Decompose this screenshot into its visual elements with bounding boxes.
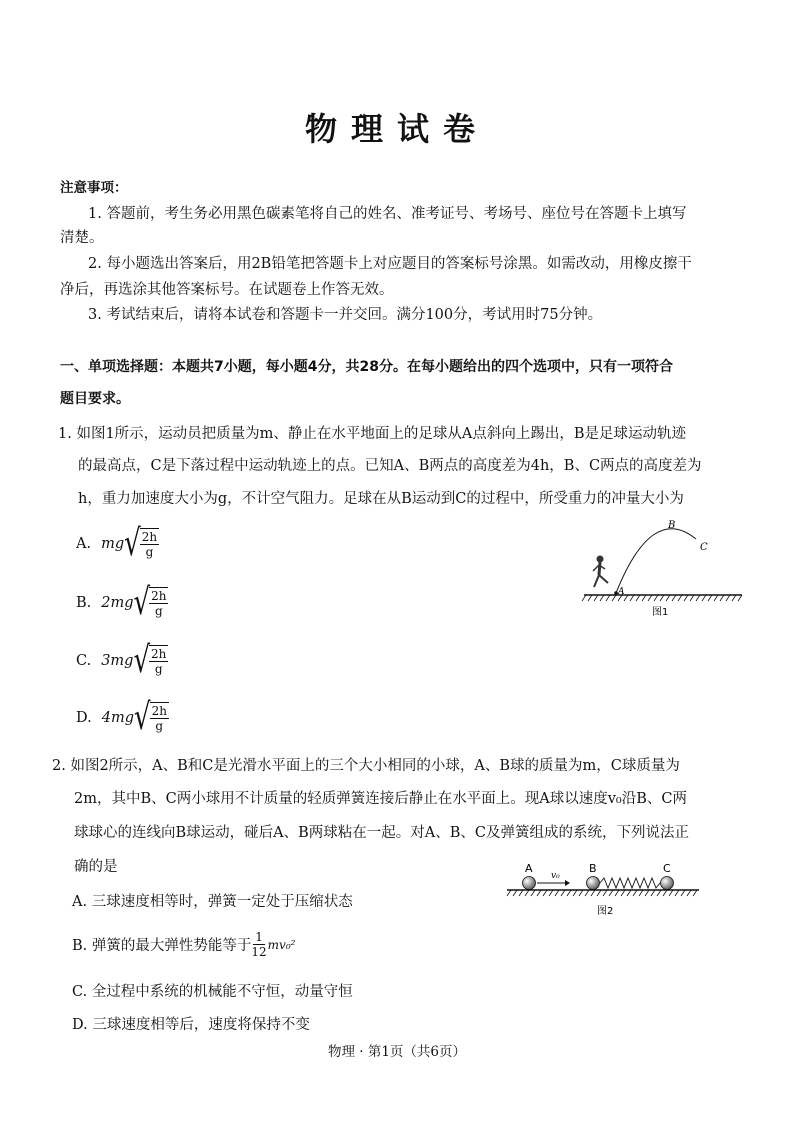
notice-item-1: 1. 答题前，考生务必用黑色碳素笔将自己的姓名、准考证号、考场号、座位号在答题卡上填写: [88, 206, 687, 222]
option-label: A.: [76, 535, 92, 552]
notice-item-2: 2. 每小题选出答案后，用2B铅笔把答题卡上对应题目的答案标号涂黑。如需改动，用橡皮擦干: [88, 256, 692, 272]
q2-option-c[interactable]: C. 全过程中系统的机械能不守恒，动量守恒: [72, 984, 353, 1000]
page-footer: 物理 · 第1页（共6页）: [327, 1044, 467, 1060]
notice-item-3: 3. 考试结束后，请将本试卷和答题卡一并交回。满分100分，考试用时75分钟。: [88, 307, 603, 323]
root-numerator: 2h: [141, 530, 158, 544]
q1-option-b[interactable]: [76, 581, 168, 624]
q1-option-c[interactable]: [76, 639, 168, 682]
option-text: B. 弹簧的最大弹性势能等于: [72, 938, 252, 954]
sqrt-expression: √ $\frac{2h}{g}$: [124, 522, 158, 565]
option-coef: mg: [101, 535, 125, 552]
figure-2: [503, 858, 703, 922]
option-coef: 3mg: [101, 652, 134, 669]
notice-item-2-cont: 净后，再选涂其他答案标号。在试题卷上作答无效。: [60, 282, 394, 298]
fraction-denominator: 12: [251, 945, 267, 959]
root-denominator: g: [155, 719, 164, 733]
fraction: [251, 930, 266, 959]
fig1-caption: 图1: [652, 607, 669, 618]
q2-text-line2: 2m，其中B、C两小球用不计质量的轻质弹簧连接后静止在水平面上。现A球以速度v₀沿B、C两: [74, 791, 687, 807]
q2-option-d[interactable]: D. 三球速度相等后，速度将保持不变: [72, 1017, 310, 1033]
q2-text-line4: 确的是: [74, 859, 118, 875]
sqrt-expression: √ $\frac{2h}{g}$: [133, 696, 167, 739]
option-label: B.: [76, 594, 92, 611]
fig2-label-a: A: [525, 862, 533, 875]
q2-text-line1: 2. 如图2所示，A、B和C是光滑水平面上的三个大小相同的小球，A、B球的质量为m，C球质量为: [52, 758, 680, 774]
q1-text-line3: h，重力加速度大小为g，不计空气阻力。足球在从B运动到C的过程中，所受重力的冲量大小为: [78, 491, 684, 507]
notice-heading: 注意事项：: [60, 180, 128, 196]
fig2-label-b: B: [589, 862, 597, 875]
fig1-label-a: A: [618, 587, 625, 597]
option-tail: mv₀²: [267, 937, 296, 952]
option-label: C.: [76, 652, 92, 669]
q2-option-a[interactable]: A. 三球速度相等时，弹簧一定处于压缩状态: [72, 894, 353, 910]
page-title: 物理试卷: [304, 110, 489, 148]
sqrt-expression: √ $\frac{2h}{g}$: [133, 639, 167, 682]
fig1-label-c: C: [700, 542, 708, 553]
root-denominator: g: [145, 545, 154, 559]
ball-c: [661, 877, 674, 890]
ball-b: [587, 877, 600, 890]
spring: [600, 878, 660, 888]
q1-option-a[interactable]: [76, 522, 159, 565]
fig1-label-b: B: [668, 520, 676, 531]
fig2-label-v0: v₀: [551, 871, 560, 881]
sqrt-expression: √ $\frac{2h}{g}$: [133, 581, 167, 624]
root-denominator: g: [154, 662, 163, 676]
ball-a: [523, 877, 536, 890]
root-numerator: 2h: [151, 589, 167, 603]
player-icon: [593, 556, 608, 587]
velocity-arrow-icon: [565, 880, 570, 886]
option-coef: 2mg: [101, 594, 134, 611]
q2-text-line3: 球球心的连线向B球运动，碰后A、B两球粘在一起。对A、B、C及弹簧组成的系统，下列说法正: [74, 825, 690, 841]
option-label: D.: [76, 709, 92, 726]
figure-1: [578, 515, 746, 625]
root-numerator: 2h: [151, 704, 167, 718]
fig2-label-c: C: [663, 862, 671, 875]
fraction-numerator: 1: [255, 930, 263, 944]
root-numerator: 2h: [151, 647, 167, 661]
section-heading-cont: 题目要求。: [60, 391, 130, 407]
root-denominator: g: [154, 604, 163, 618]
notice-item-1-cont: 清楚。: [60, 230, 104, 246]
fig2-caption: 图2: [597, 906, 614, 917]
option-coef: 4mg: [101, 709, 134, 726]
q1-text-line1: 1. 如图1所示，运动员把质量为m、静止在水平地面上的足球从A点斜向上踢出，B是足球运动轨迹: [58, 426, 687, 442]
q1-text-line2: 的最高点，C是下落过程中运动轨迹上的点。已知A、B两点的高度差为4h，B、C两点的高度差为: [78, 458, 702, 474]
section-heading: 一、单项选择题：本题共7小题，每小题4分，共28分。在每小题给出的四个选项中，只有一项符合: [60, 359, 673, 375]
q1-option-d[interactable]: [76, 696, 169, 739]
q2-option-b[interactable]: [72, 930, 295, 959]
